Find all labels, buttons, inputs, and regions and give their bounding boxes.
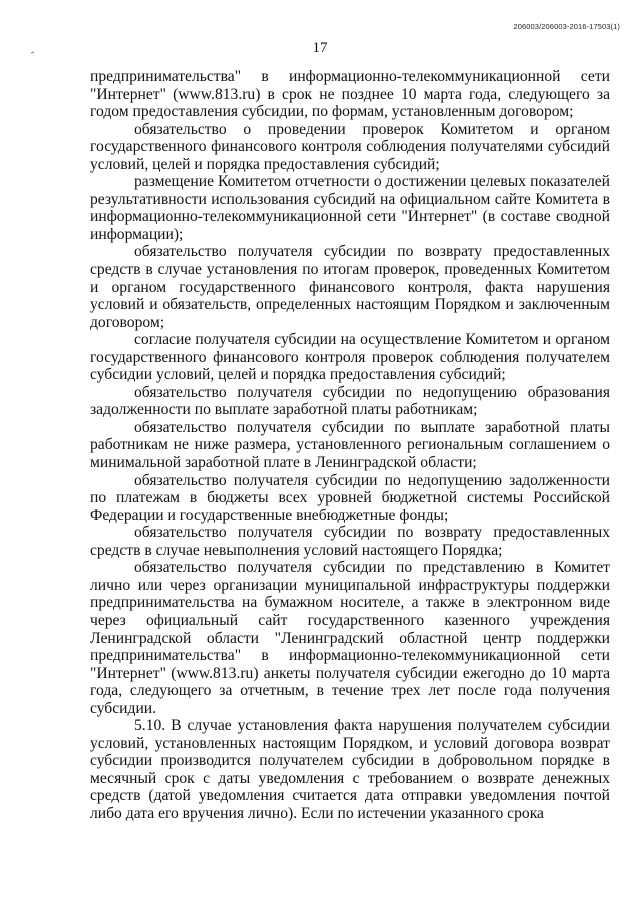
document-code: 206003/206003-2016-17503(1): [513, 22, 620, 31]
paragraph: обязательство о проведении проверок Комитетом и органом государственного финансового контроля соблюдения получателями субсидий условий, целей и порядка предоставления субсидий;: [90, 120, 610, 173]
paragraph: обязательство получателя субсидии по недопущению задолженности по платежам в бюджеты всех уровней бюджетной системы Российской Федерации и государственные внебюджетные фонды;: [90, 471, 610, 524]
paragraph: предпринимательства" в информационно-телекоммуникационной сети "Интернет" (www.813.ru) в срок не позднее 10 марта года, следующего за годом предоставления субсидии, по формам, установленным договором;: [90, 68, 610, 121]
paragraph: обязательство получателя субсидии по возврату предоставленных средств в случае невыполнения условий настоящего Порядка;: [90, 524, 610, 559]
paragraph: размещение Комитетом отчетности о достижении целевых показателей результативности использования субсидий на официальном сайте Комитета в информационно-телекоммуникационной сети "Интернет" (в составе сводной информации);: [90, 173, 610, 243]
paragraph: согласие получателя субсидии на осуществление Комитетом и органом государственного финансового контроля проверок соблюдения получателем субсидии условий, целей и порядка предоставления субсидий;: [90, 331, 610, 384]
paragraph: обязательство получателя субсидии по недопущению образования задолженности по выплате заработной платы работникам;: [90, 383, 610, 419]
paragraph: обязательство получателя субсидии по выплате заработной платы работникам не ниже размера, установленного региональным соглашением о минимальной заработной плате в Ленинградской области;: [90, 418, 610, 472]
paragraph: обязательство получателя субсидии по представлению в Комитет лично или через организации муниципальной инфраструктуры поддержки предпринимательства на бумажном носителе, а также в электронном виде через официальный сайт государственного казенного учреждения Ленинградской области "Ленинградский областной центр поддержки предпринимательства" в информационно-телекоммуникационной сети "Интернет" (www.813.ru) анкеты получателя субсидии ежегодно до 10 марта года, следующего за отчетным, в течение трех лет после года получения субсидии.: [90, 559, 610, 717]
paragraph: 5.10. В случае установления факта нарушения получателем субсидии условий, установленных настоящим Порядком, и условий договора возврат субсидии производится получателем субсидии в добровольном порядке в месячный срок с даты уведомления с требованием о возврате денежных средств (датой уведомления считается дата отправки уведомления почтой либо дата его вручения лично). Если по истечении указанного срока: [90, 717, 610, 822]
page-number: 17: [312, 40, 328, 56]
paragraph: обязательство получателя субсидии по возврату предоставленных средств в случае установления по итогам проверок, проведенных Комитетом и органом государственного финансового контроля, факта нарушения условий и обязательств, определенных настоящим Порядком и заключенным договором;: [90, 243, 610, 331]
document-body: [90, 68, 610, 823]
